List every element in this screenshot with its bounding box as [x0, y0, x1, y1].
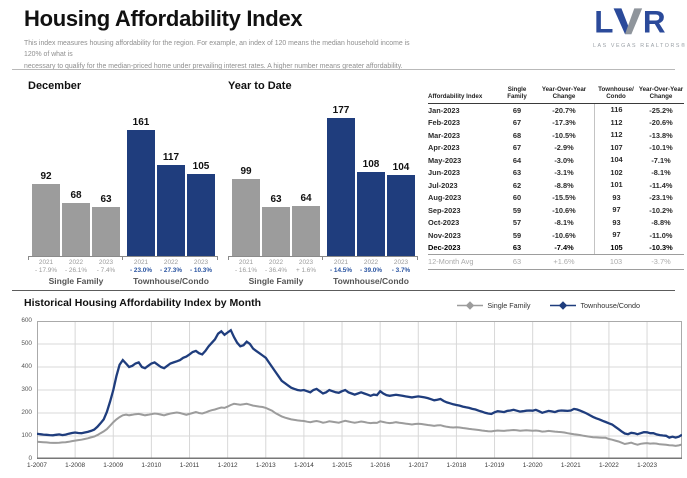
table-cell: -25.2%	[649, 105, 673, 115]
table-cell: 102	[594, 167, 638, 180]
table-cell: 101	[594, 179, 638, 192]
table-cell: 62	[512, 180, 522, 190]
table-cell: 59	[512, 230, 522, 240]
x-axis-label: 1-2020	[522, 462, 543, 469]
table-cell: -13.8%	[649, 130, 673, 140]
bar-year-label: 2023	[193, 259, 209, 266]
table-cell: -10.5%	[552, 130, 576, 140]
bar-single-family-2022	[62, 203, 90, 256]
table-cell: 107	[594, 142, 638, 155]
table-header-cell: Affordability Index	[428, 93, 483, 101]
axis-tick	[217, 256, 218, 260]
table-cell: 64	[512, 155, 522, 165]
table-header-cell: Single Family	[507, 85, 527, 101]
table-cell: +1.6%	[553, 257, 575, 267]
bar-year-label: 2021	[333, 259, 349, 266]
x-axis-label: 1-2013	[255, 462, 276, 469]
table-cell: -10.3%	[649, 243, 673, 253]
x-axis-label: 1-2023	[637, 462, 657, 469]
x-axis-label: 1-2017	[408, 462, 429, 469]
table-cell: -10.6%	[552, 230, 576, 240]
table-row	[428, 167, 684, 180]
bar-townhouse-condo-2022	[157, 165, 185, 256]
y-axis-label: 300	[21, 386, 32, 393]
table-cell: -8.8%	[554, 180, 574, 190]
group-label-single-family: Single Family	[248, 276, 304, 286]
table-cell: 97	[594, 204, 638, 217]
table-header-cell: Year-Over-Year Change	[541, 85, 587, 101]
table-cell: -15.5%	[552, 193, 576, 203]
table-cell: 67	[512, 118, 522, 128]
table-cell: 104	[594, 154, 638, 167]
december-bars-area	[28, 116, 218, 257]
table-cell: Sep-2023	[428, 205, 461, 215]
x-axis-label: 1-2018	[446, 462, 467, 469]
ytd-bar-chart	[228, 80, 420, 286]
table-cell: 116	[594, 104, 638, 117]
bar-townhouse-condo-2023	[387, 175, 415, 256]
page-title: Housing Affordability Index	[24, 6, 303, 31]
table-cell: 63	[512, 243, 522, 253]
affordability-table	[428, 84, 684, 270]
table-header-cell: Year-Over-Year Change	[638, 85, 684, 101]
x-axis-label: 1-2014	[293, 462, 314, 469]
table-cell: Jul-2023	[428, 180, 458, 190]
bar-change-label: - 3.7%	[391, 267, 411, 274]
lvr-logo-mark	[594, 7, 666, 37]
table-cell: Nov-2023	[428, 230, 461, 240]
x-axis-label: 1-2011	[179, 462, 200, 469]
bar-value-label: 99	[240, 165, 252, 177]
table-cell: -8.8%	[651, 218, 671, 228]
x-axis-label: 1-2012	[217, 462, 238, 469]
bar-value-label: 63	[100, 193, 112, 205]
single-family-line-marker-icon	[457, 301, 483, 310]
bar-single-family-2022	[262, 207, 290, 256]
table-cell: -3.1%	[554, 168, 574, 178]
bar-change-label: - 17.9%	[34, 267, 58, 274]
y-axis-label: 600	[21, 317, 32, 324]
bar-townhouse-condo-2021	[127, 130, 155, 256]
table-cell: -17.3%	[552, 118, 576, 128]
table-row	[428, 217, 684, 230]
subtitle-line-2: necessary to qualify for the median-priced home under prevailing interest rates. A higher number means greater affordability.	[24, 62, 403, 70]
bar-year-label: 2021	[133, 259, 149, 266]
table-cell: 112	[594, 117, 638, 130]
table-row	[428, 117, 684, 130]
group-label-townhouse-condo: Townhouse/Condo	[133, 276, 209, 286]
axis-tick	[28, 256, 29, 260]
table-row	[428, 192, 684, 205]
legend-item-single-family	[457, 301, 530, 310]
table-row	[428, 229, 684, 242]
bar-year-label: 2023	[298, 259, 314, 266]
table-row	[428, 129, 684, 142]
line-chart-plot	[37, 321, 682, 459]
table-cell: -20.7%	[552, 105, 576, 115]
header-divider	[12, 69, 675, 70]
logo-subtext: LAS VEGAS REALTORS®	[593, 43, 687, 49]
december-bar-chart	[28, 80, 220, 286]
page-subtitle	[24, 38, 424, 72]
line-chart-title: Historical Housing Affordability Index by Month	[24, 297, 262, 309]
y-axis-label: 200	[21, 409, 32, 416]
table-cell: 97	[594, 229, 638, 242]
bar-townhouse-condo-2022	[357, 172, 385, 256]
bar-year-label: 2021	[238, 259, 254, 266]
table-cell: Dec-2023	[428, 243, 461, 253]
table-cell: -23.1%	[649, 193, 673, 203]
y-axis-label: 0	[28, 455, 32, 462]
x-axis-label: 1-2009	[103, 462, 124, 469]
axis-tick	[417, 256, 418, 260]
lvr-logo	[593, 7, 687, 49]
legend-item-townhouse-condo	[550, 301, 640, 310]
table-average-row	[428, 254, 684, 270]
table-row	[428, 104, 684, 117]
ytd-chart-title: Year to Date	[228, 80, 292, 92]
x-axis-label: 1-2016	[370, 462, 391, 469]
bar-value-label: 92	[40, 171, 52, 183]
bar-value-label: 64	[300, 193, 312, 205]
x-axis-label: 1-2021	[560, 462, 581, 469]
table-cell: 12-Month Avg	[428, 257, 474, 267]
table-cell: Mar-2023	[428, 130, 461, 140]
bar-value-label: 63	[270, 193, 282, 205]
axis-tick	[122, 256, 123, 260]
table-cell: -7.1%	[651, 155, 671, 165]
bar-single-family-2021	[232, 179, 260, 256]
bar-change-label: - 14.5%	[329, 267, 353, 274]
table-cell: Oct-2023	[428, 218, 460, 228]
group-label-single-family: Single Family	[48, 276, 104, 286]
table-cell: Jun-2023	[428, 168, 461, 178]
svg-text:L: L	[594, 7, 614, 37]
group-label-townhouse-condo: Townhouse/Condo	[333, 276, 409, 286]
table-row	[428, 179, 684, 192]
table-cell: -20.6%	[649, 118, 673, 128]
bar-change-label: - 23.0%	[129, 267, 153, 274]
x-axis-label: 1-2015	[332, 462, 352, 469]
bar-year-label: 2022	[268, 259, 284, 266]
axis-tick	[228, 256, 229, 260]
bar-year-label: 2023	[393, 259, 409, 266]
chart-legend	[457, 301, 640, 310]
table-cell: 69	[512, 105, 522, 115]
december-chart-title: December	[28, 80, 82, 92]
bar-single-family-2023	[292, 206, 320, 256]
table-cell: -11.4%	[649, 180, 673, 190]
table-header-row	[428, 84, 684, 104]
axis-tick	[322, 256, 323, 260]
bar-value-label: 68	[70, 189, 82, 201]
x-axis-label: 1-2008	[65, 462, 86, 469]
line-chart-svg	[37, 321, 682, 459]
table-cell: May-2023	[428, 155, 462, 165]
bar-value-label: 117	[162, 151, 180, 163]
bar-change-label: - 7.4%	[96, 267, 116, 274]
table-cell: -7.4%	[554, 243, 574, 253]
table-cell: 112	[594, 129, 638, 142]
svg-text:R: R	[642, 7, 666, 37]
table-cell: -10.6%	[552, 205, 576, 215]
table-row	[428, 154, 684, 167]
table-row	[428, 204, 684, 217]
table-cell: 103	[609, 256, 623, 266]
table-cell: 68	[512, 130, 522, 140]
bar-change-label: - 10.3%	[189, 267, 213, 274]
table-cell: 59	[512, 205, 522, 215]
table-row	[428, 142, 684, 155]
table-cell: 57	[512, 218, 522, 228]
table-cell: -2.9%	[554, 143, 574, 153]
table-cell: Feb-2023	[428, 118, 461, 128]
bar-single-family-2023	[92, 207, 120, 256]
table-cell: 93	[594, 217, 638, 230]
y-axis-label: 500	[21, 340, 32, 347]
bar-townhouse-condo-2023	[187, 174, 215, 256]
bar-value-label: 104	[392, 161, 410, 173]
bar-value-label: 105	[192, 161, 210, 173]
bar-change-label: - 27.3%	[159, 267, 183, 274]
x-axis-label: 1-2019	[484, 462, 505, 469]
table-row	[428, 242, 684, 255]
table-cell: 105	[594, 242, 638, 255]
table-cell: -10.2%	[649, 205, 673, 215]
townhouse-condo-line-marker-icon	[550, 301, 576, 310]
table-cell: -10.1%	[649, 143, 673, 153]
section-divider	[12, 290, 675, 291]
table-cell: -8.1%	[554, 218, 574, 228]
bar-value-label: 108	[362, 158, 380, 170]
table-cell: -3.7%	[651, 257, 671, 267]
table-cell: Apr-2023	[428, 143, 460, 153]
bar-townhouse-condo-2021	[327, 118, 355, 256]
legend-label: Townhouse/Condo	[580, 301, 640, 310]
series-line-single-family	[37, 404, 682, 446]
table-cell: 63	[512, 168, 522, 178]
bar-value-label: 161	[132, 117, 150, 129]
subtitle-line-1: This index measures housing affordability for the region. For example, an index of 120 means the median household income is 120% of what is	[24, 40, 410, 59]
x-axis-label: 1-2022	[598, 462, 619, 469]
table-cell: 63	[512, 257, 522, 267]
x-axis-label: 1-2007	[27, 462, 47, 469]
bar-year-label: 2022	[163, 259, 179, 266]
y-axis-label: 100	[21, 432, 32, 439]
table-cell: 60	[512, 193, 522, 203]
table-cell: -3.0%	[554, 155, 574, 165]
bar-year-label: 2023	[98, 259, 114, 266]
table-header-cell: Townhouse/ Condo	[598, 85, 634, 101]
table-cell: 93	[594, 192, 638, 205]
ytd-bars-area	[228, 116, 418, 257]
table-cell: Aug-2023	[428, 193, 462, 203]
bar-change-label: - 36.4%	[264, 267, 288, 274]
bar-change-label: - 39.0%	[359, 267, 383, 274]
table-cell: Jan-2023	[428, 105, 460, 115]
bar-year-label: 2022	[68, 259, 84, 266]
table-cell: -8.1%	[651, 168, 671, 178]
bar-change-label: - 26.1%	[64, 267, 88, 274]
x-axis-label: 1-2010	[141, 462, 162, 469]
bar-value-label: 177	[332, 104, 350, 116]
bar-change-label: + 1.6%	[295, 267, 317, 274]
bar-year-label: 2021	[38, 259, 54, 266]
legend-label: Single Family	[487, 301, 531, 310]
table-cell: 67	[512, 143, 522, 153]
bar-change-label: - 16.1%	[234, 267, 258, 274]
table-cell: -11.0%	[649, 230, 673, 240]
bar-year-label: 2022	[363, 259, 379, 266]
y-axis-label: 400	[21, 363, 32, 370]
